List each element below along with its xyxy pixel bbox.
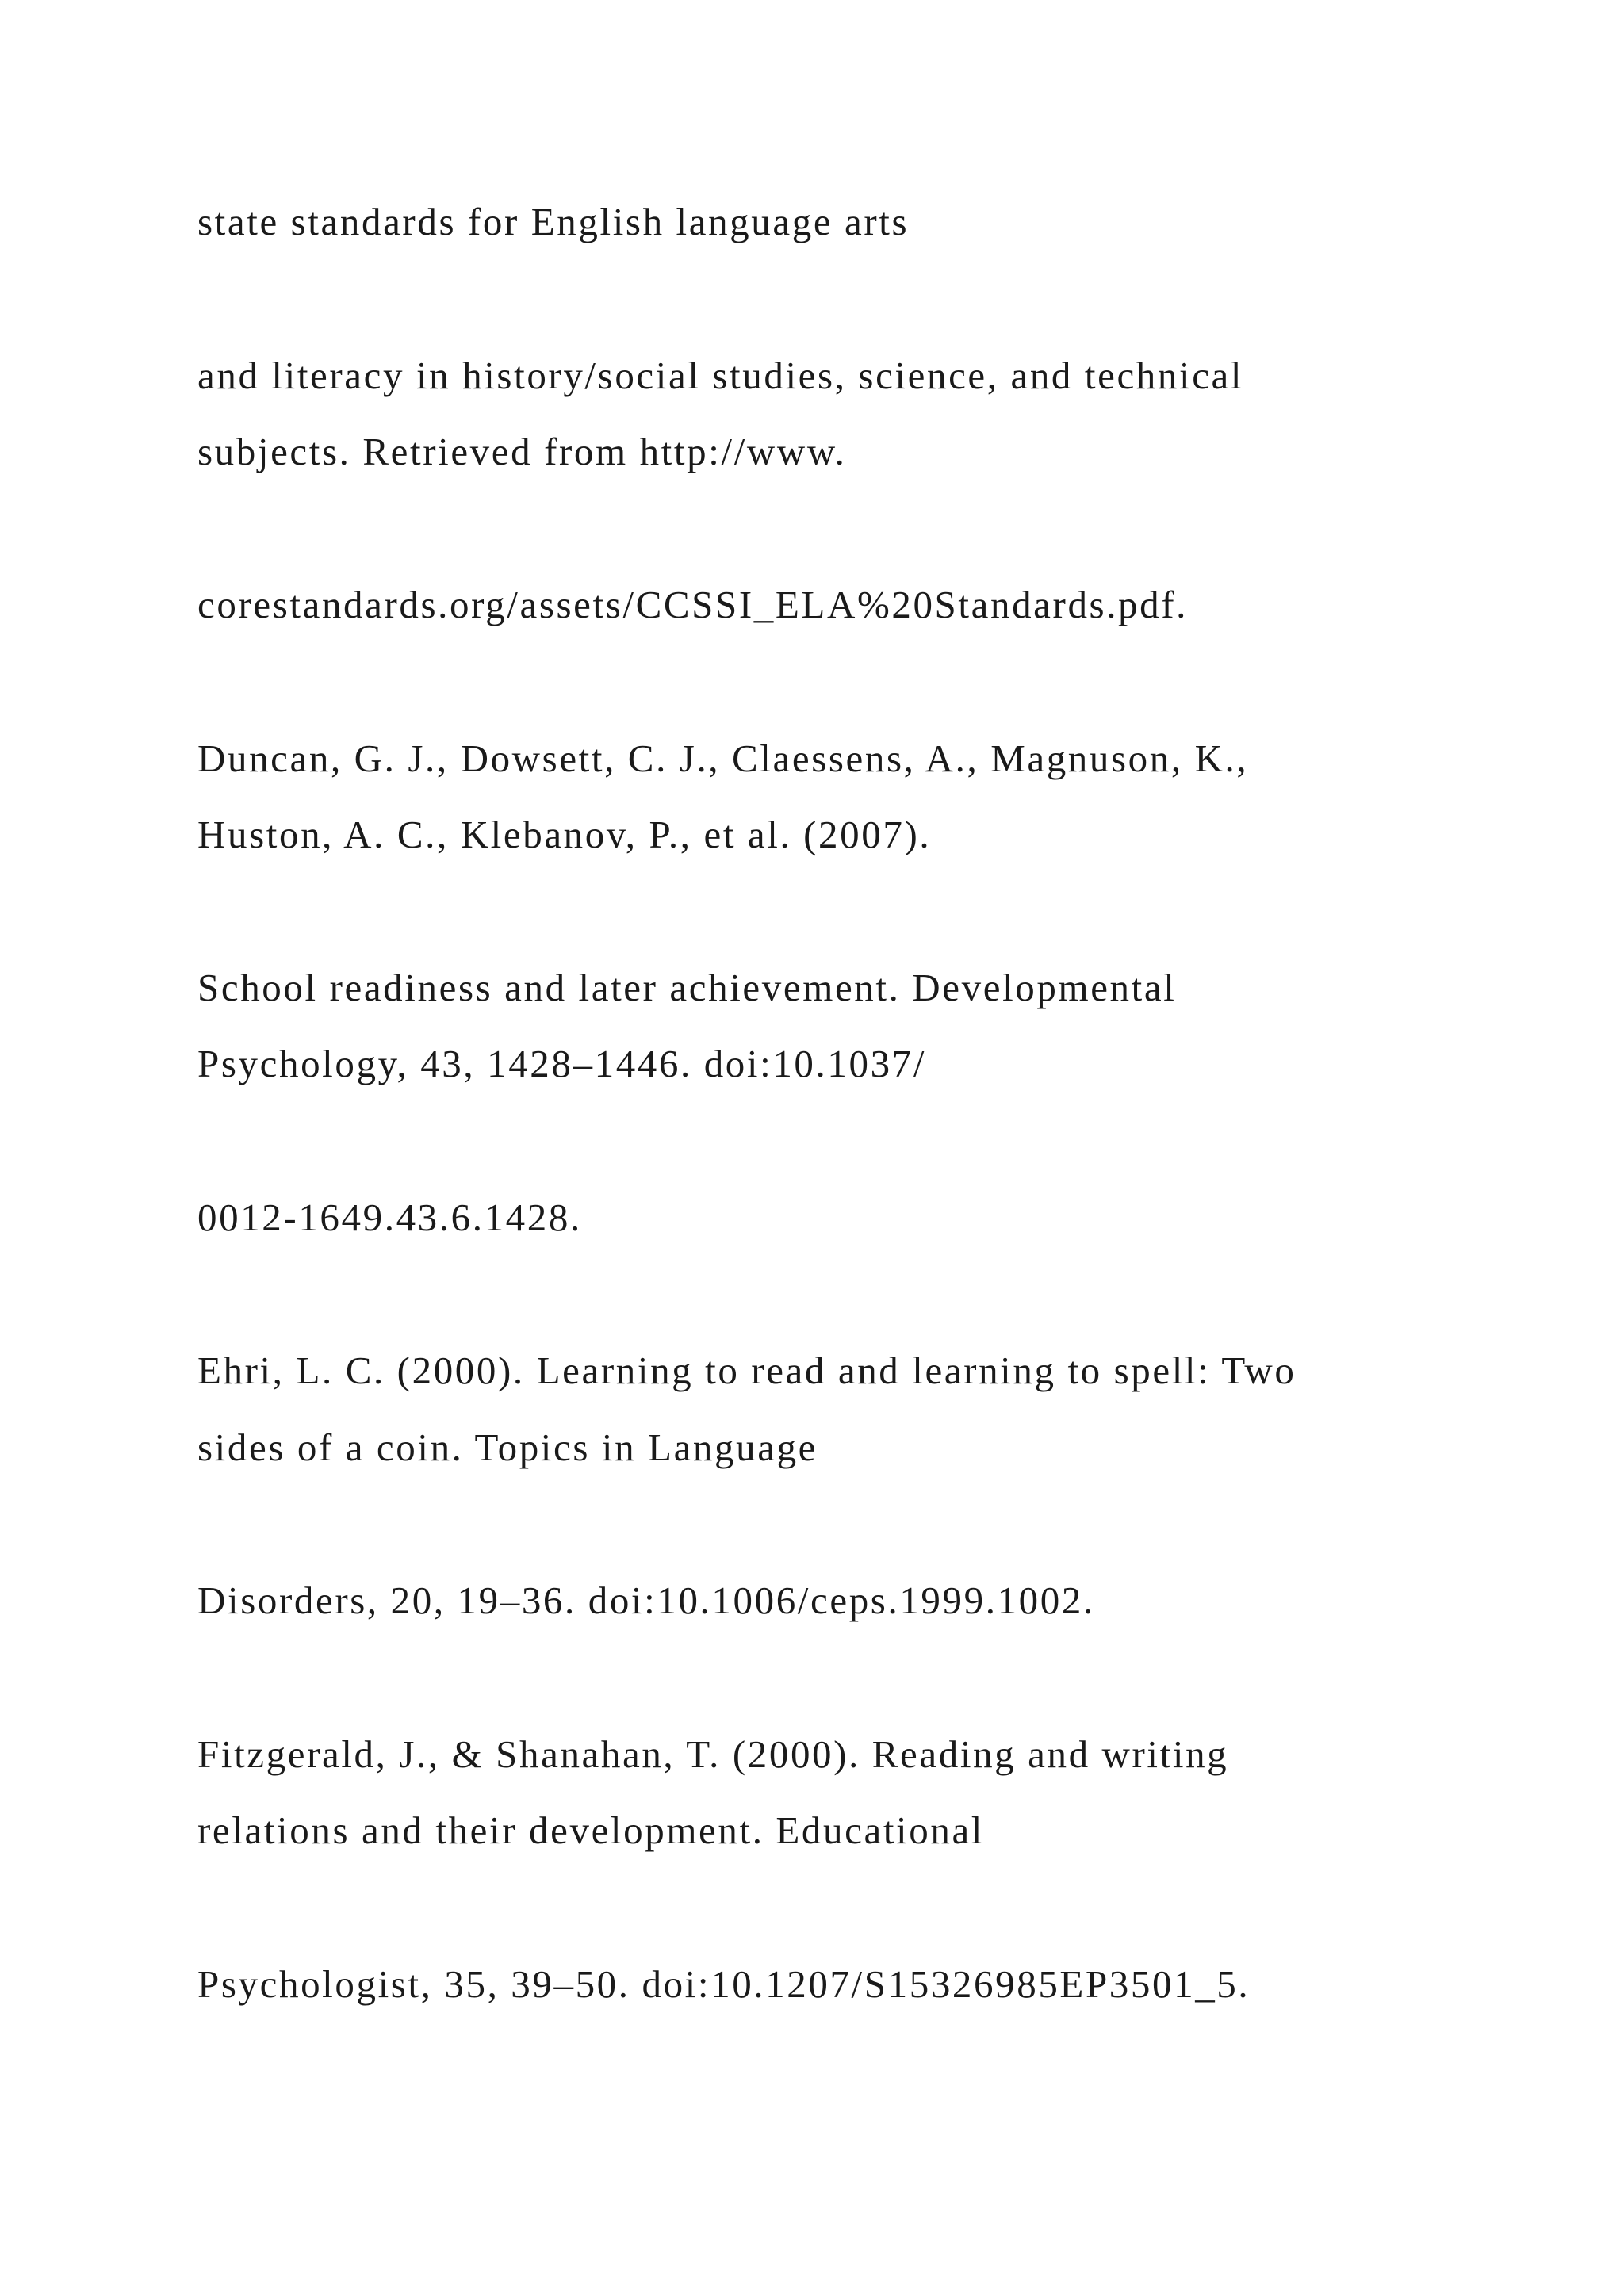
- reference-text-line: Duncan, G. J., Dowsett, C. J., Claessens, A., Magnuson, K.,: [197, 737, 1249, 780]
- reference-text-line: and literacy in history/social studies, science, and technical: [197, 354, 1244, 397]
- reference-text-line: 0012-1649.43.6.1428.: [197, 1196, 582, 1239]
- reference-text-line: Psychologist, 35, 39–50. doi:10.1207/S15326985EP3501_5.: [197, 1962, 1251, 2006]
- reference-text-line: Disorders, 20, 19–36. doi:10.1006/ceps.1999.1002.: [197, 1578, 1095, 1622]
- reference-text-line: relations and their development. Educational: [197, 1808, 985, 1852]
- reference-text-line: Ehri, L. C. (2000). Learning to read and learning to spell: Two: [197, 1349, 1297, 1392]
- reference-text-line: Psychology, 43, 1428–1446. doi:10.1037/: [197, 1042, 926, 1085]
- reference-text-line: corestandards.org/assets/CCSSI_ELA%20Standards.pdf.: [197, 583, 1189, 626]
- reference-text-line: Fitzgerald, J., & Shanahan, T. (2000). Reading and writing: [197, 1732, 1229, 1776]
- reference-text-line: sides of a coin. Topics in Language: [197, 1425, 818, 1469]
- reference-text-line: state standards for English language arts: [197, 200, 910, 243]
- reference-text-line: School readiness and later achievement. Developmental: [197, 966, 1177, 1009]
- reference-text-line: Huston, A. C., Klebanov, P., et al. (2007).: [197, 813, 932, 856]
- reference-text-line: subjects. Retrieved from http://www.: [197, 430, 847, 473]
